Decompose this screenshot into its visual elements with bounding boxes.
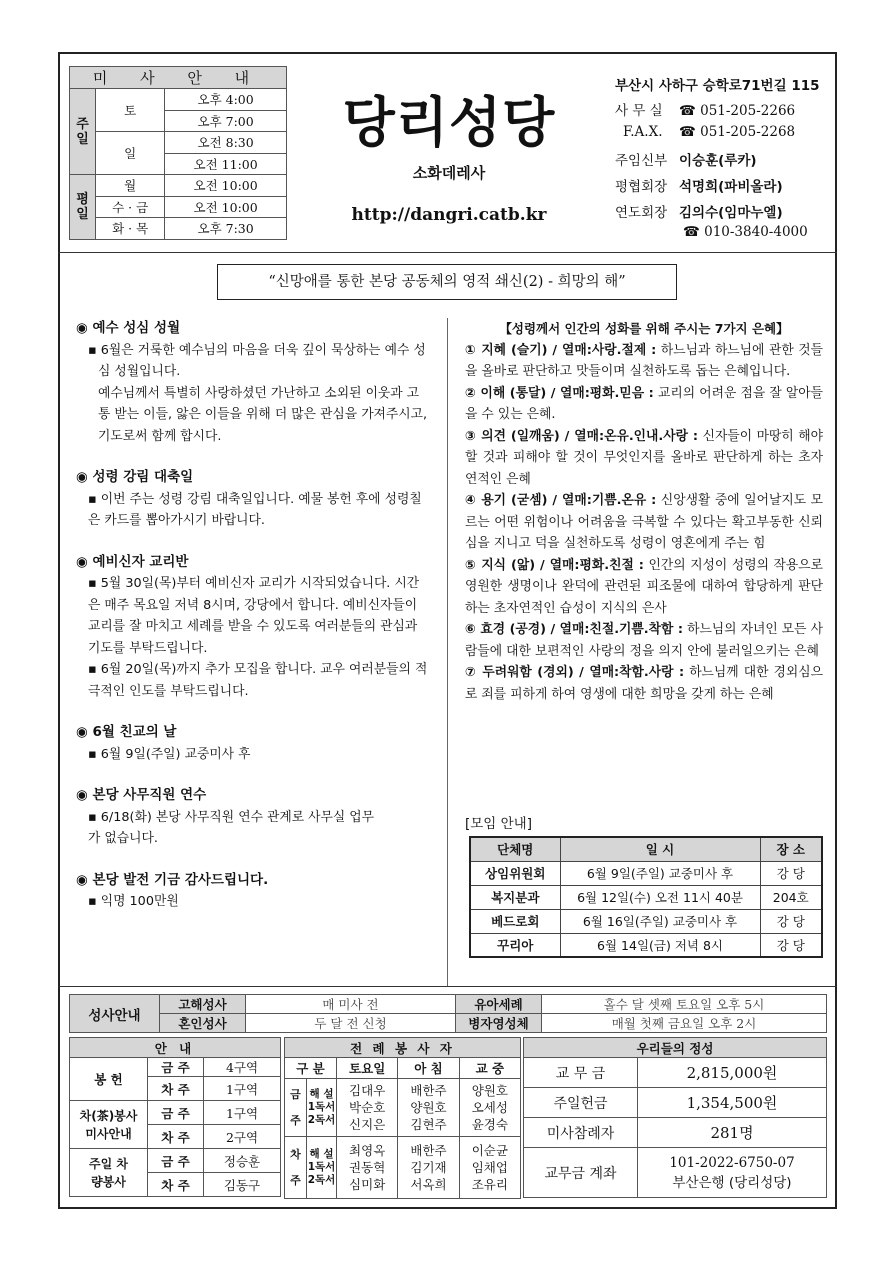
gifts-title: 【성령께서 인간의 성화를 위해 주시는 7가지 은혜】 xyxy=(499,321,789,336)
sacrament-info: 두 달 전 신청 xyxy=(246,1014,456,1033)
notice-title: ◉ 예비신자 교리반 xyxy=(76,553,189,570)
council-name: 석명희(파비올라) xyxy=(679,179,783,195)
mass-day: 수 · 금 xyxy=(96,196,165,218)
table-row xyxy=(285,1137,521,1199)
mass-time: 오전 10:00 xyxy=(165,175,287,197)
mass-time: 오후 7:00 xyxy=(165,110,287,132)
weekday-label: 평일 xyxy=(70,175,96,240)
mass-time: 오후 4:00 xyxy=(165,89,287,111)
youth-tel: ☎ 010-3840-4000 xyxy=(683,224,808,240)
table-row: 미사참례자 281명 xyxy=(524,1118,827,1148)
table-row xyxy=(285,1079,521,1137)
guide-group: 차(茶)봉사 미사안내 xyxy=(70,1101,148,1149)
office-tel: ☎ 051-205-2266 xyxy=(679,103,796,119)
notice: ◉ 본당 발전 기금 감사드립니다. ▪ 익명 100만원 xyxy=(76,870,431,913)
notice-title: ◉ 예수 성심 성월 xyxy=(76,320,181,336)
gift-item: ⑥ 효경 (공경) / 열매:친절.기쁨.착함 : 하느님의 자녀인 모든 사람들에 대한 보편적인 사랑의 정을 의지 안에 불러일으키는 은혜 xyxy=(465,622,823,659)
sacrament-name: 혼인성사 xyxy=(160,1014,246,1033)
liturgy-roles: 해 설 1독서 2독서 xyxy=(307,1079,337,1137)
sacrament-info: 홀수 달 셋째 토요일 오후 5시 xyxy=(542,995,827,1014)
account-info: 101-2022-6750-07 부산은행 (당리성당) xyxy=(638,1148,827,1198)
meetings-header: 단체명 xyxy=(470,837,560,861)
table-row xyxy=(524,1148,827,1198)
sacrament-info: 매 미사 전 xyxy=(246,995,456,1014)
sacrament-name: 병자영성체 xyxy=(456,1014,542,1033)
youth-name: 김의수(임마누엘) xyxy=(679,205,783,221)
guide-title: 안 내 xyxy=(70,1038,281,1058)
meetings-table xyxy=(469,836,823,958)
liturgy-title: 전 례 봉 사 자 xyxy=(285,1038,521,1058)
notice-item: 6/18(화) 본당 사무직원 연수 관계로 사무실 업무가 없습니다. xyxy=(88,809,375,846)
mass-day: 토 xyxy=(96,89,165,132)
notice-item: 6월 9일(주일) 교중미사 후 xyxy=(100,746,251,762)
liturgy-cell: 김대우 박순호 신지은 xyxy=(337,1079,398,1137)
liturgy-cell: 이순균 임채업 조유리 xyxy=(459,1137,520,1199)
notice-title: ◉ 본당 사무직원 연수 xyxy=(76,787,207,803)
sacrament-name: 유아세례 xyxy=(456,995,542,1014)
gift-item: ① 지혜 (슬기) / 열매:사랑.절제 : 하느님과 하느님에 관한 것들을 올바로 판단하고 맛들이며 실천하도록 돕는 은혜입니다. xyxy=(465,342,824,379)
youth-label: 연도회장 xyxy=(615,205,668,221)
liturgy-cell: 양원호 오세성 윤경숙 xyxy=(459,1079,520,1137)
table-row: 주일헌금 1,354,500원 xyxy=(524,1088,827,1118)
footer-divider xyxy=(58,986,837,987)
office-label: 사 무 실 xyxy=(615,103,663,119)
table-row: 교 무 금 2,815,000원 xyxy=(524,1058,827,1088)
gift-item: ⑦ 두려워함 (경외) / 열매:착함.사랑 : 하느님께 대한 경외심으로 죄를 피하게 하여 영생에 대한 희망을 갖게 하는 은혜 xyxy=(465,665,823,702)
header-divider xyxy=(58,252,837,253)
column-divider xyxy=(447,318,448,986)
table-row: 꾸리아 6월 14일(금) 저녁 8시 강 당 xyxy=(470,933,822,957)
liturgy-roles: 해 설 1독서 2독서 xyxy=(307,1137,337,1199)
mass-schedule xyxy=(69,66,287,240)
liturgy-cell: 최영옥 권동혁 심미화 xyxy=(337,1137,398,1199)
liturgy-table: 전 례 봉 사 자 구 분 토요일 아 침 교 중 금 주 해 설 1독서 2독서 김대우 박순호 신지은 배한주 양원호 김현주 양원호 오세성 윤경숙 차 주 해 설 1독서 2독서 최영옥 권동혁 심미화 배한주 김기재 서옥희 이순균 임채업 조유리 xyxy=(284,1037,521,1199)
notice-title: ◉ 성령 강림 대축일 xyxy=(76,469,194,485)
mass-day: 일 xyxy=(96,132,165,175)
table-row: 상임위원회 6월 9일(주일) 교중미사 후 강 당 xyxy=(470,861,822,885)
meetings-title: [모임 안내] xyxy=(465,816,532,832)
notice: ◉ 성령 강림 대축일 ▪ 이번 주는 성령 강림 대축일입니다. 예물 봉헌 후에 성령칠은 카드를 뽑아가시기 바랍니다. xyxy=(76,467,431,532)
this-week-label: 금 주 xyxy=(285,1079,307,1137)
fax-tel: ☎ 051-205-2268 xyxy=(679,124,796,140)
gift-item: ⑤ 지식 (앎) / 열매:평화.친절 : 인간의 지성이 성령의 작용으로 영원한 생명이나 완덕에 관련된 피조물에 대하여 합당하게 판단하는 초자연적인 습성이 지식의 은사 xyxy=(465,557,823,616)
theme-banner: “신망애를 통한 본당 공동체의 영적 쇄신(2) - 희망의 해” xyxy=(217,264,677,300)
priest-label: 주임신부 xyxy=(615,153,668,169)
notice: ◉ 예비신자 교리반 ▪ 5월 30일(목)부터 예비신자 교리가 시작되었습니다. 시간은 매주 목요일 저녁 8시며, 강당에서 합니다. 예비신자들이 교리를 잘 마치고 세례를 받을 수 있도록 여러분들의 관심과 기도를 부탁드립니다. ▪ 6월 20일(목)까지 추가 모집을 합니다. 교우 여러분들의 적극적인 인도를 부탁드립니다. xyxy=(76,552,431,703)
mass-time: 오전 11:00 xyxy=(165,153,287,175)
notice-item: 이번 주는 성령 강림 대축일입니다. 예물 봉헌 후에 성령칠은 카드를 뽑아가시기 바랍니다. xyxy=(88,491,422,528)
address: 부산시 사하구 승학로71번길 115 xyxy=(615,78,820,94)
mass-time: 오전 8:30 xyxy=(165,132,287,154)
mass-time: 오후 7:30 xyxy=(165,218,287,240)
liturgy-cell: 배한주 양원호 김현주 xyxy=(398,1079,459,1137)
notice: ◉ 6월 친교의 날 ▪ 6월 9일(주일) 교중미사 후 xyxy=(76,722,431,765)
notice-title: ◉ 본당 발전 기금 감사드립니다. xyxy=(76,871,269,888)
fax-label: F.A.X. xyxy=(623,124,663,140)
notice-item: 5월 30일(목)부터 예비신자 교리가 시작되었습니다. 시간은 매주 목요일 저녁 8시며, 강당에서 합니다. 예비신자들이 교리를 잘 마치고 세례를 받을 수 있도록 여러분들의 관심과 기도를 부탁드립니다. xyxy=(88,576,420,656)
account-label: 교무금 계좌 xyxy=(524,1148,638,1198)
notices-column xyxy=(76,318,431,913)
offering-title: 우리들의 정성 xyxy=(524,1038,827,1058)
notice: ◉ 본당 사무직원 연수 ▪ 6/18(화) 본당 사무직원 연수 관계로 사무실 업무가 없습니다. xyxy=(76,785,431,850)
notice-item: 예수님께서 특별히 사랑하셨던 가난하고 소외된 이웃과 고통 받는 이들, 앓은 이들을 위해 더 많은 관심을 가져주시고, 기도로써 함께 합시다. xyxy=(98,385,428,444)
sunday-label: 주일 xyxy=(70,89,96,175)
guide-table: 안 내 봉 헌 금 주 4구역 차 주 1구역 차(茶)봉사 미사안내 금 주 1구역 차 주 2구역 주일 차량봉사 금 주 정승훈 차 주 김동구 xyxy=(69,1037,281,1197)
sacraments-label: 성사안내 xyxy=(70,995,160,1033)
guide-group: 봉 헌 xyxy=(70,1058,148,1101)
guide-group: 주일 차량봉사 xyxy=(70,1149,148,1197)
next-week-label: 차 주 xyxy=(285,1137,307,1199)
church-patron: 소화데레사 xyxy=(412,164,486,182)
liturgy-cell: 배한주 김기재 서옥희 xyxy=(398,1137,459,1199)
council-label: 평협회장 xyxy=(615,179,668,195)
mass-day: 월 xyxy=(96,175,165,197)
sacrament-info: 매월 첫째 금요일 오후 2시 xyxy=(542,1014,827,1033)
offering-table xyxy=(523,1037,827,1198)
gift-item: ② 이해 (통달) / 열매:평화.믿음 : 교리의 어려운 점을 잘 알아들을 수 있는 은혜. xyxy=(465,385,823,422)
gift-item: ④ 용기 (굳셈) / 열매:기쁨.온유 : 신앙생활 중에 일어날지도 모르는 어떤 위험이나 어려움을 극복할 수 있다는 확고부동한 신뢰심을 지니고 덕을 실천하도록 성령이 영혼에게 주는 힘 xyxy=(465,493,824,551)
church-name: 당리성당 xyxy=(342,91,556,154)
mass-time: 오전 10:00 xyxy=(165,196,287,218)
notice: ◉ 예수 성심 성월 ▪ 6월은 거룩한 예수님의 마음을 더욱 깊이 묵상하는 예수 성심 성월입니다. 예수님께서 특별히 사랑하셨던 가난하고 소외된 이웃과 고통 받는 이들, 앓은 이들을 위해 더 많은 관심을 가져주시고, 기도로써 함께 합시다. xyxy=(76,318,431,447)
priest-name: 이승훈(루카) xyxy=(679,153,757,169)
notice-item: 익명 100만원 xyxy=(100,894,179,909)
church-url[interactable]: http://dangri.catb.kr xyxy=(351,205,547,225)
notice-item: 6월 20일(목)까지 추가 모집을 합니다. 교우 여러분들의 적극적인 인도를 부탁드립니다. xyxy=(88,662,428,699)
seven-gifts xyxy=(465,318,823,705)
meetings-header: 일 시 xyxy=(560,837,760,861)
table-row: 복지분과 6월 12일(수) 오전 11시 40분 204호 xyxy=(470,885,822,909)
sacraments-table xyxy=(69,994,827,1033)
meetings-header: 장 소 xyxy=(760,837,822,861)
notice-title: ◉ 6월 친교의 날 xyxy=(76,724,177,740)
gift-item: ③ 의견 (일깨움) / 열매:온유.인내.사랑 : 신자들이 마땅히 해야 할 것과 피해야 할 것이 무엇인지를 올바로 판단하게 하는 초자연적인 은혜 xyxy=(465,428,823,487)
mass-day: 화 · 목 xyxy=(96,218,165,240)
table-row: 베드로회 6월 16일(주일) 교중미사 후 강 당 xyxy=(470,909,822,933)
notice-item: 6월은 거룩한 예수님의 마음을 더욱 깊이 묵상하는 예수 성심 성월입니다. xyxy=(98,342,426,379)
sacrament-name: 고해성사 xyxy=(160,995,246,1014)
mass-title: 미 사 안 내 xyxy=(70,67,287,89)
